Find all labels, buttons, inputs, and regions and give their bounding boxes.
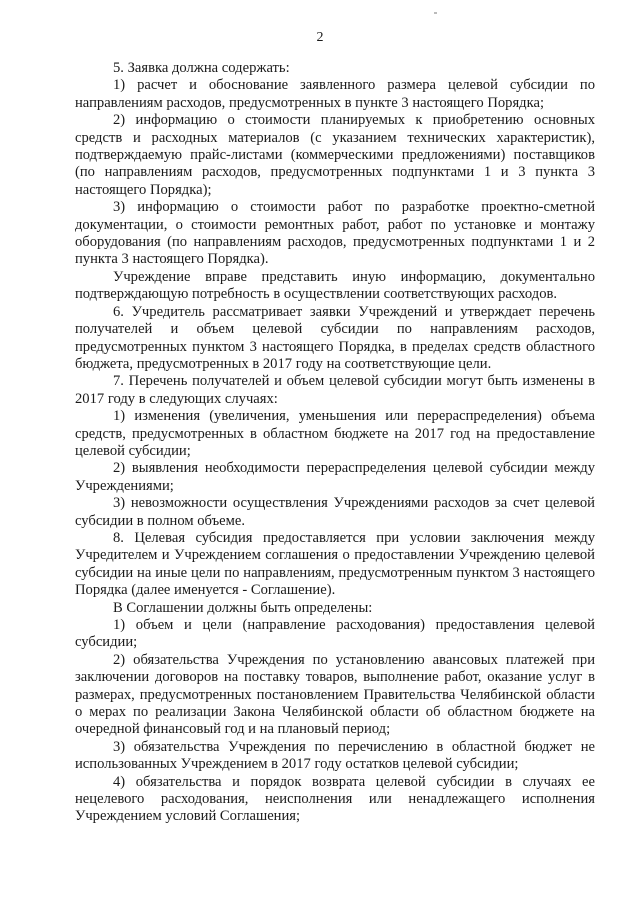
paragraph: В Соглашении должны быть определены: — [113, 599, 373, 616]
paragraph: 3) обязательства Учреждения по перечислению в областной бюджет не использованных Учреждением в 2017 году остатков целевой субсидии; — [75, 738, 595, 773]
paragraph: 6. Учредитель рассматривает заявки Учреждений и утверждает перечень получателей и объем целевой субсидии по направлениям расходов, предусмотренных пунктом 3 настоящего Порядка, в пределах средств областного бюджета, предусмотренных в 2017 году на соответствующие цели. — [75, 303, 595, 372]
paragraph: Учреждение вправе представить иную информацию, документально подтверждающую потребность в осуществлении соответствующих расходов. — [75, 268, 595, 303]
paragraph: 3) информацию о стоимости работ по разработке проектно-сметной документации, о стоимости ремонтных работ, работ по установке и монтажу оборудования (по направлениям расходов, предусмотренных подпунктами 1 и 2 пункта 3 настоящего Порядка). — [75, 199, 595, 268]
paragraph: 2) информацию о стоимости планируемых к приобретению основных средств и расходных материалов (с указанием технических характеристик), подтверждаемую прайс-листами (коммерческими предложениями) поставщиков (по направлениям расходов, предусмотренных подпунктами 1 и 3 пункта 3 настоящего Порядка); — [75, 112, 595, 198]
document-body — [75, 60, 595, 826]
paragraph: 2) обязательства Учреждения по установлению авансовых платежей при заключении договоров на поставку товаров, выполнение работ, оказание услуг в размерах, предусмотренных постановлением Правительства Челябинской области о мерах по реализации Закона Челябинской области об областном бюджете на очередной финансовый год и на плановый период; — [75, 651, 595, 738]
paragraph: 8. Целевая субсидия предоставляется при условии заключения между Учредителем и Учреждением соглашения о предоставлении Учреждению целевой субсидии на иные цели по направлениям, предусмотренным пунктом 3 настоящего Порядка (далее именуется - Соглашение). — [75, 529, 595, 599]
page-number: 2 — [316, 30, 324, 45]
paragraph: 1) изменения (увеличения, уменьшения или перераспределения) объема средств, предусмотренных в областном бюджете на 2017 год на предоставление целевой субсидии; — [75, 408, 595, 459]
paragraph: 5. Заявка должна содержать: — [113, 60, 290, 76]
paragraph: 1) объем и цели (направление расходования) предоставления целевой субсидии; — [75, 617, 595, 651]
scan-speck — [434, 12, 437, 14]
paragraph: 7. Перечень получателей и объем целевой субсидии могут быть изменены в 2017 году в следующих случаях: — [75, 373, 595, 407]
paragraph: 2) выявления необходимости перераспределения целевой субсидии между Учреждениями; — [75, 460, 595, 494]
paragraph: 1) расчет и обоснование заявленного размера целевой субсидии по направлениям расходов, предусмотренных в пункте 3 настоящего Порядка; — [75, 77, 595, 111]
paragraph: 3) невозможности осуществления Учреждениями расходов за счет целевой субсидии в полном объеме. — [75, 495, 595, 529]
paragraph: 4) обязательства и порядок возврата целевой субсидии в случаях ее нецелевого расходования, неисполнения или ненадлежащего исполнения Учреждением условий Соглашения; — [75, 773, 595, 825]
